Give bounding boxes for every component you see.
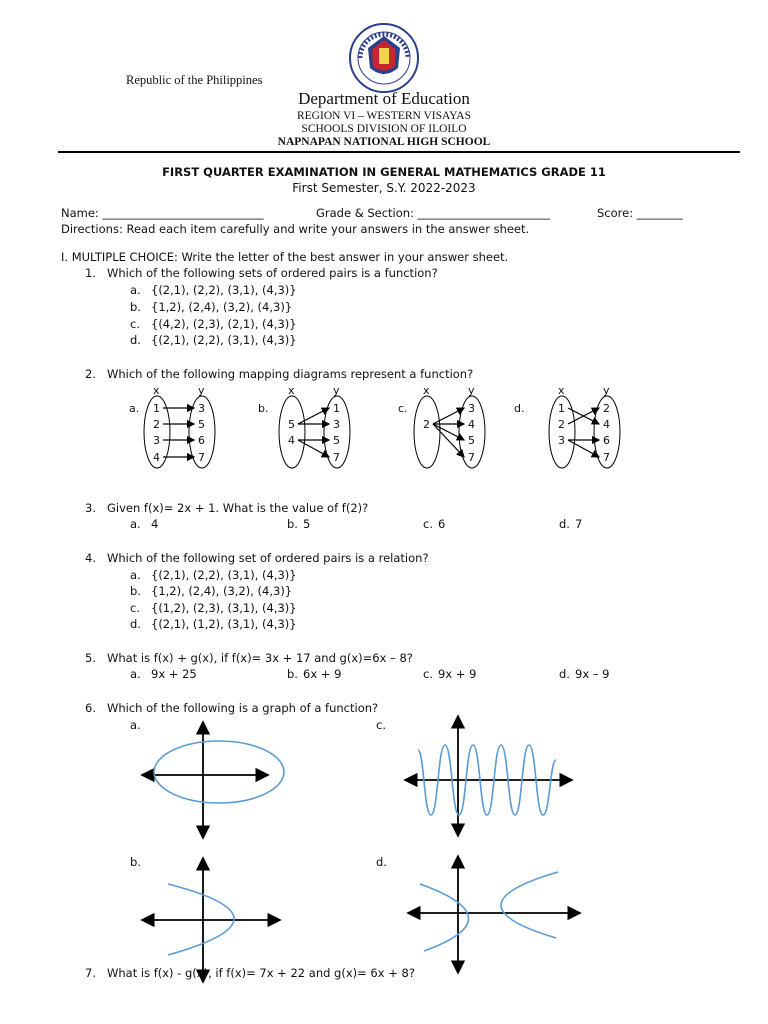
q2-text: Which of the following mapping diagrams represent a function? [107,367,474,381]
exam-semester: First Semester, S.Y. 2022-2023 [292,181,476,195]
q2-d-letter: d. [514,402,525,415]
q2-a-y1: 3 [198,402,205,415]
republic-line: Republic of the Philippines [126,73,263,87]
q2-b-letter: b. [258,402,269,415]
graph-d-right-curve [501,872,558,938]
graph-d-left-curve [420,884,469,951]
q2-a-y3: 6 [198,434,205,447]
q1-option-d-letter: d. [130,333,141,347]
q4-option-a-letter: a. [130,568,141,582]
q2-a-x4: 4 [153,451,160,464]
graph-a-ellipse [154,741,284,803]
q5-option-b-letter: b. [287,667,298,681]
q3-option-a-letter: a. [130,517,141,531]
q2-c-x1: 2 [423,418,430,431]
q2-b-x-label: x [288,384,295,397]
q2-d-y1: 2 [603,402,610,415]
graph-b [142,858,280,982]
q5-option-d: 9x – 9 [575,667,610,681]
q2-number: 2. [85,367,96,381]
q2-a-x1: 1 [153,402,160,415]
q2-a-letter: a. [129,402,140,415]
q3-number: 3. [85,501,96,515]
q5-option-a-letter: a. [130,667,141,681]
region-line: REGION VI – WESTERN VISAYAS [296,110,471,122]
q5-option-c: 9x + 9 [438,667,477,681]
grade-section-field[interactable]: Grade & Section: _______________________ [316,206,550,220]
q1-option-b-letter: b. [130,300,141,314]
q2-a-y4: 7 [198,451,205,464]
q2-c-y3: 5 [468,434,475,447]
q6-label-c: c. [376,718,386,732]
q2-d-x3: 3 [558,434,565,447]
q4-option-c-letter: c. [130,601,140,615]
q4-option-c: {(1,2), (2,3), (3,1), (4,3)} [151,601,297,615]
q7-number: 7. [85,966,96,980]
q2-c-y4: 7 [468,451,475,464]
q5-number: 5. [85,651,96,665]
q4-text: Which of the following set of ordered pairs is a relation? [107,551,429,565]
q2-c-domain-oval [414,396,440,468]
q3-option-d-letter: d. [559,517,570,531]
q1-text: Which of the following sets of ordered pairs is a function? [107,266,438,280]
department-title: Department of Education [298,89,470,108]
q3-option-b-letter: b. [287,517,298,531]
q2-b-y4: 7 [333,451,340,464]
q2-b-y-label: y [333,384,340,397]
q4-option-a: {(2,1), (2,2), (3,1), (4,3)} [151,568,297,582]
q4-option-b-letter: b. [130,584,141,598]
q6-label-d: d. [376,855,387,869]
q2-b-x2: 4 [288,434,295,447]
q1-option-c-letter: c. [130,317,140,331]
q2-a-x3: 3 [153,434,160,447]
q2-b-y3: 5 [333,434,340,447]
q2-d-y2: 4 [603,418,610,431]
q2-c-letter: c. [398,402,408,415]
section-title: I. MULTIPLE CHOICE: Write the letter of the best answer in your answer sheet. [61,250,509,264]
name-field[interactable]: Name: ____________________________ [61,206,264,220]
q6-label-b: b. [130,855,141,869]
q1-option-a: {(2,1), (2,2), (3,1), (4,3)} [151,283,297,297]
graph-a [142,722,268,838]
q1-option-d: {(2,1), (2,2), (3,1), (4,3)} [151,333,297,347]
q4-option-b: {1,2), (2,4), (3,2), (4,3)} [151,584,293,598]
q2-c-x-label: x [423,384,430,397]
q2-c-y2: 4 [468,418,475,431]
q4-number: 4. [85,551,96,565]
q5-option-d-letter: d. [559,667,570,681]
mapping-diagrams [0,380,768,475]
q6-label-a: a. [130,718,141,732]
q2-d-y3: 6 [603,434,610,447]
q2-b-x1: 5 [288,418,295,431]
exam-title: FIRST QUARTER EXAMINATION IN GENERAL MATHEMATICS GRADE 11 [162,165,606,179]
q1-option-c: {(4,2), (2,3), (2,1), (4,3)} [151,317,297,331]
q3-option-c: 6 [438,517,446,531]
q2-c-y1: 3 [468,402,475,415]
q5-text: What is f(x) + g(x), if f(x)= 3x + 17 and g(x)=6x – 8? [107,651,413,665]
division-line: SCHOOLS DIVISION OF ILOILO [301,123,467,135]
q2-a-x-label: x [153,384,160,397]
q5-option-b: 6x + 9 [303,667,342,681]
q2-a-x2: 2 [153,418,160,431]
directions: Directions: Read each item carefully and write your answers in the answer sheet. [61,222,530,236]
q1-option-a-letter: a. [130,283,141,297]
q2-a-y-label: y [198,384,205,397]
q3-text: Given f(x)= 2x + 1. What is the value of f(2)? [107,501,369,515]
q6-graphs [0,710,768,990]
q2-b-y1: 1 [333,402,340,415]
school-name: NAPNAPAN NATIONAL HIGH SCHOOL [277,136,491,148]
q2-d-x1: 1 [558,402,565,415]
q2-b-domain-oval [279,396,305,468]
q6-text: Which of the following is a graph of a function? [107,701,379,715]
q2-a-y2: 5 [198,418,205,431]
q2-d-x2: 2 [558,418,565,431]
deped-seal [348,22,420,94]
q2-d-x-label: x [558,384,565,397]
q3-option-d: 7 [575,517,583,531]
q6-number: 6. [85,701,96,715]
q2-c-y-label: y [468,384,475,397]
q1-option-b: {1,2), (2,4), (3,2), (4,3)} [151,300,293,314]
q4-option-d-letter: d. [130,617,141,631]
header-divider [58,151,740,153]
q2-b-y2: 3 [333,418,340,431]
q1-number: 1. [85,266,96,280]
q4-option-d: {(2,1), (1,2), (3,1), (4,3)} [151,617,297,631]
q3-option-a: 4 [151,517,159,531]
score-field[interactable]: Score: ________ [597,206,683,220]
q2-d-y4: 7 [603,451,610,464]
q7-text: What is f(x) - g(x), if f(x)= 7x + 22 and g(x)= 6x + 8? [107,966,415,980]
q3-option-c-letter: c. [423,517,433,531]
q5-option-c-letter: c. [423,667,433,681]
graph-c [405,716,572,836]
q2-d-y-label: y [603,384,610,397]
q5-option-a: 9x + 25 [151,667,197,681]
q3-option-b: 5 [303,517,311,531]
